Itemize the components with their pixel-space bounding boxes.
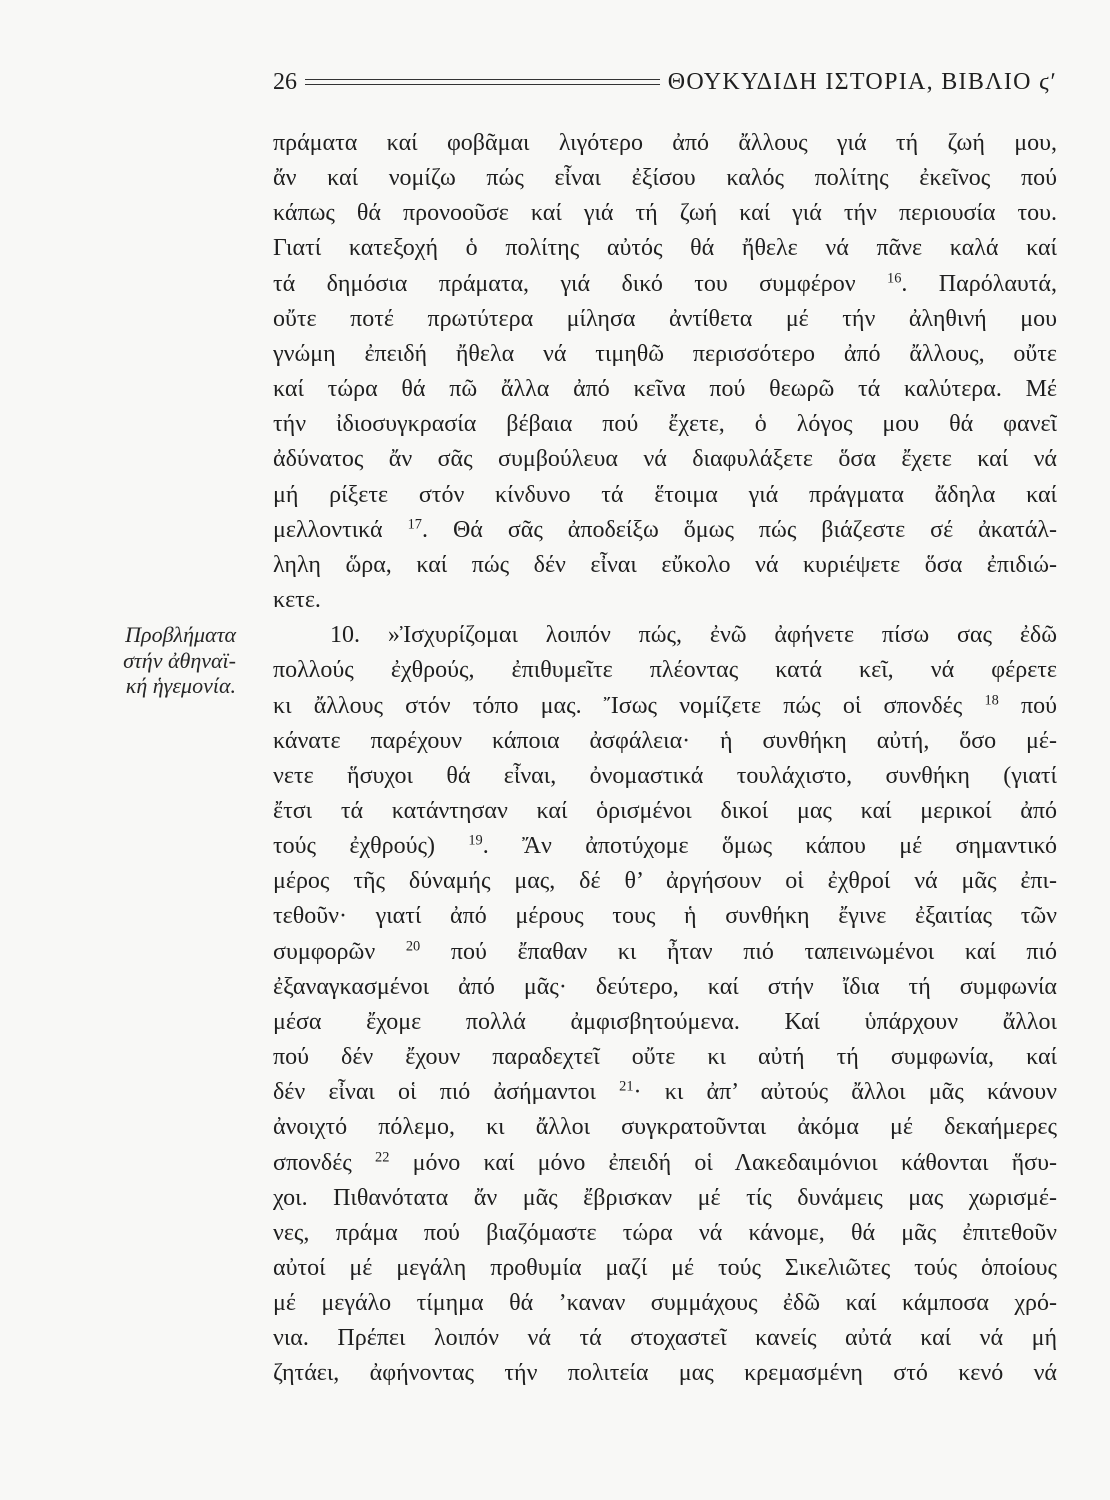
text-line xyxy=(273,935,1057,970)
footnote-ref: 18 xyxy=(984,691,999,708)
text-line: ληλη ὥρα, καί πώς δέν εἶναι εὔκολο νά κυριέψετε ὅσα ἐπιδιώ- xyxy=(273,551,1057,578)
text-segment: . Ἄν ἀποτύχομε ὅμως κάπου μέ σημαντικό xyxy=(482,833,1057,860)
text-segment: τούς ἐχθρούς) xyxy=(273,833,435,860)
text-line: κετε. xyxy=(273,587,321,614)
text-line: μέσα ἔχομε πολλά ἀμφισβητούμενα. Καί ὑπάρχουν ἄλλοι xyxy=(273,1008,1057,1035)
text-line: πράματα καί φοβᾶμαι λιγότερο ἀπό ἄλλους γιά τή ζωή μου, xyxy=(273,130,1057,156)
text-line xyxy=(273,1075,1057,1110)
text-line xyxy=(273,829,1057,864)
running-title: ΘΟΥΚΥΔΙΔΗ ΙΣΤΟΡΙΑ, ΒΙΒΛΙΟ ϛʹ xyxy=(667,69,1057,95)
text-line: 10. »Ἰσχυρίζομαι λοιπόν πώς, ἐνῶ ἀφήνετε πίσω σας ἐδῶ xyxy=(330,622,1057,649)
text-line: νια. Πρέπει λοιπόν νά τά στοχαστεῖ κανείς αὐτά καί νά μή xyxy=(273,1325,1057,1352)
text-line: ἀδύνατος ἄν σᾶς συμβούλευα νά διαφυλάξετε ὅσα ἔχετε καί νά xyxy=(273,446,1057,473)
text-line: Γιατί κατεξοχή ὁ πολίτης αὐτός θά ἤθελε νά πᾶνε καλά καί xyxy=(273,235,1057,262)
text-segment: μελλοντικά xyxy=(273,516,383,543)
text-line: ἀνοιχτό πόλεμο, κι ἄλλοι συγκρατοῦνται ἀκόμα μέ δεκαήμερες xyxy=(273,1114,1057,1141)
running-header xyxy=(273,68,1057,96)
margin-note-line: Προβλήματα xyxy=(125,622,236,647)
margin-note-line: κή ἡγεμονία. xyxy=(125,673,236,698)
text-line: κάπως θά προνοοῦσε καί γιά τή ζωή καί γιά τήν περιουσία του. xyxy=(273,200,1057,227)
text-line: μή ρίξετε στόν κίνδυνο τά ἕτοιμα γιά πράγματα ἄδηλα καί xyxy=(273,481,1057,508)
footnote-ref: 17 xyxy=(407,516,422,533)
text-line: πού δέν ἔχουν παραδεχτεῖ οὔτε κι αὐτή τή συμφωνία, καί xyxy=(273,1044,1057,1071)
text-line: ἔτσι τά κατάντησαν καί ὁρισμένοι δικοί μας καί μερικοί ἀπό xyxy=(273,797,1057,824)
footnote-ref: 21 xyxy=(619,1078,634,1095)
text-line xyxy=(273,689,1057,724)
text-line: ἄν καί νομίζω πώς εἶναι ἐξίσου καλός πολίτης ἐκεῖνος πού xyxy=(273,165,1057,192)
text-line xyxy=(273,267,1057,302)
text-line: πολλούς ἐχθρούς, ἐπιθυμεῖτε πλέοντας κατά κεῖ, νά φέρετε xyxy=(273,657,1057,684)
text-segment: δέν εἶναι οἱ πιό ἀσήμαντοι xyxy=(273,1079,596,1106)
body-text xyxy=(273,126,1057,1392)
text-line: οὔτε ποτέ πρωτύτερα μίλησα ἀντίθετα μέ τήν ἀληθινή μου xyxy=(273,305,1057,332)
text-line: νες, πράμα πού βιαζόμαστε τώρα νά κάνομε, θά μᾶς ἐπιτεθοῦν xyxy=(273,1219,1057,1246)
footnote-ref: 19 xyxy=(468,832,483,849)
margin-note-line: στήν ἀθηναϊ- xyxy=(123,647,236,673)
footnote-ref: 22 xyxy=(375,1148,390,1165)
text-line: αὐτοί μέ μεγάλη προθυμία μαζί μέ τούς Σικελιῶτες τούς ὁποίους xyxy=(273,1255,1057,1281)
text-segment: πού xyxy=(998,692,1057,719)
text-line: μέρος τῆς δύναμής μας, δέ θ’ ἀργήσουν οἱ ἐχθροί νά μᾶς ἐπι- xyxy=(273,868,1057,895)
text-line: χοι. Πιθανότατα ἄν μᾶς ἔβρισκαν μέ τίς δυνάμεις μας χωρισμέ- xyxy=(273,1184,1057,1211)
text-line: τεθοῦν· γιατί ἀπό μέρους τους ἡ συνθήκη ἔγινε ἐξαιτίας τῶν xyxy=(273,903,1057,930)
text-line: καί τώρα θά πῶ ἄλλα ἀπό κεῖνα πού θεωρῶ τά καλύτερα. Μέ xyxy=(273,376,1057,403)
text-segment: · κι ἀπ’ αὐτούς ἄλλοι μᾶς κάνουν xyxy=(633,1079,1057,1106)
text-line: μέ μεγάλο τίμημα θά ’καναν συμμάχους ἐδῶ καί κάμποσα χρό- xyxy=(273,1290,1057,1317)
text-segment: σπονδές xyxy=(273,1149,352,1176)
text-line xyxy=(273,1146,1057,1181)
text-line: νετε ἥσυχοι θά εἶναι, ὀνομαστικά τουλάχιστο, συνθήκη (γιατί xyxy=(273,762,1057,789)
header-double-rule xyxy=(305,79,660,85)
text-line xyxy=(273,513,1057,548)
text-line: ἐξαναγκασμένοι ἀπό μᾶς· δεύτερο, καί στήν ἴδια τή συμφωνία xyxy=(273,973,1057,1000)
text-line: κάνατε παρέχουν κάποια ἀσφάλεια· ἡ συνθήκη αὐτή, ὅσο μέ- xyxy=(273,727,1057,754)
text-segment: συμφορῶν xyxy=(273,938,376,965)
text-line: γνώμη ἐπειδή ἤθελα νά τιμηθῶ περισσότερο ἀπό ἄλλους, οὔτε xyxy=(273,340,1057,367)
page-number: 26 xyxy=(273,69,297,95)
footnote-ref: 20 xyxy=(405,937,421,954)
text-segment: τά δημόσια πράματα, γιά δικό του συμφέρον xyxy=(273,270,856,297)
text-line: τήν ἰδιοσυγκρασία βέβαια πού ἔχετε, ὁ λόγος μου θά φανεῖ xyxy=(273,411,1057,438)
text-segment: κι ἄλλους στόν τόπο μας. Ἴσως νομίζετε πώς οἱ σπονδές xyxy=(273,692,963,719)
text-line: ζητάει, ἀφήνοντας τήν πολιτεία μας κρεμασμένη στό κενό νά xyxy=(273,1360,1057,1387)
text-segment: πού ἔπαθαν κι ἦταν πιό ταπεινωμένοι καί πιό xyxy=(420,938,1057,965)
text-segment: μόνο καί μόνο ἐπειδή οἱ Λακεδαιμόνιοι κάθονται ἥσυ- xyxy=(389,1149,1057,1176)
margin-note xyxy=(96,622,236,699)
footnote-ref: 16 xyxy=(887,270,902,286)
text-segment: . Θά σᾶς ἀποδείξω ὅμως πώς βιάζεστε σέ ἀκατάλ- xyxy=(422,516,1057,543)
text-segment: . Παρόλαυτά, xyxy=(901,270,1057,297)
